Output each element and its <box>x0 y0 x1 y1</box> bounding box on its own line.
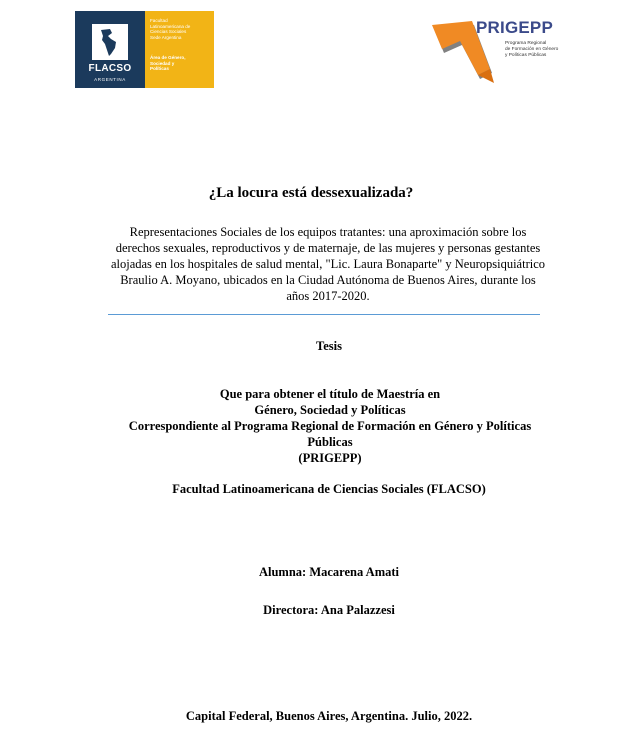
flacso-logo-name: FLACSO <box>88 63 132 74</box>
flacso-logo <box>75 11 214 88</box>
flacso-logo-institution-text <box>150 18 212 40</box>
flacso-text-line: Políticas <box>150 66 169 72</box>
prigepp-logo-name: PRIGEPP <box>476 18 553 37</box>
document-type: Tesis <box>316 339 342 353</box>
prigepp-subtitle-line: y Políticas Públicas <box>505 52 547 58</box>
flacso-text-line: Área de Género, <box>150 55 186 60</box>
flacso-logo-emblem-panel <box>75 11 145 88</box>
degree-line: Correspondiente al Programa Regional de Formación en Género y Políticas <box>128 419 532 433</box>
degree-line: (PRIGEPP) <box>298 451 362 465</box>
flacso-logo-area-text <box>150 55 212 72</box>
prigepp-logo <box>432 15 562 87</box>
americas-map-icon <box>92 24 128 60</box>
flacso-text-line: Latinoamericana de <box>150 23 191 29</box>
prigepp-logo-subtitle <box>505 41 565 58</box>
flacso-text-line: Sede Argentina <box>150 34 182 40</box>
student-name: Alumna: Macarena Amati <box>258 565 400 579</box>
thesis-subtitle: Representaciones Sociales de los equipos tratantes: una aproximación sobre los derechos sexuales, reproductivos y de maternaje, de las mujeres y personas gestantes alojadas en los hospitales de salud mental, "Lic. Laura Bonaparte" y Neuropsiquiátrico Braulio A. Moyano, ubicados en la Ciudad Autónoma de Buenos Aires, durante los años 2017-2020. <box>110 225 546 303</box>
flacso-text-line: Facultad <box>150 18 168 23</box>
flacso-logo-text-panel <box>145 11 214 88</box>
flacso-logo-country: ARGENTINA <box>94 77 126 82</box>
flacso-text-line: Sociedad y <box>150 60 175 66</box>
degree-line: Que para obtener el título de Maestría en <box>219 387 441 401</box>
flacso-text-line: Ciencias Sociales <box>150 29 187 35</box>
degree-statement <box>100 386 560 466</box>
horizontal-rule <box>108 314 540 315</box>
place-and-date: Capital Federal, Buenos Aires, Argentina. Julio, 2022. <box>185 709 473 723</box>
faculty-name: Facultad Latinoamericana de Ciencias Sociales (FLACSO) <box>172 482 486 496</box>
director-name: Directora: Ana Palazzesi <box>263 603 395 617</box>
prigepp-subtitle-line: de Formación en Género <box>505 46 559 52</box>
prigepp-subtitle-line: Programa Regional <box>505 41 547 46</box>
degree-line: Públicas <box>307 435 353 449</box>
thesis-title: ¿La locura está dessexualizada? <box>208 185 414 201</box>
degree-line: Género, Sociedad y Políticas <box>254 403 406 417</box>
